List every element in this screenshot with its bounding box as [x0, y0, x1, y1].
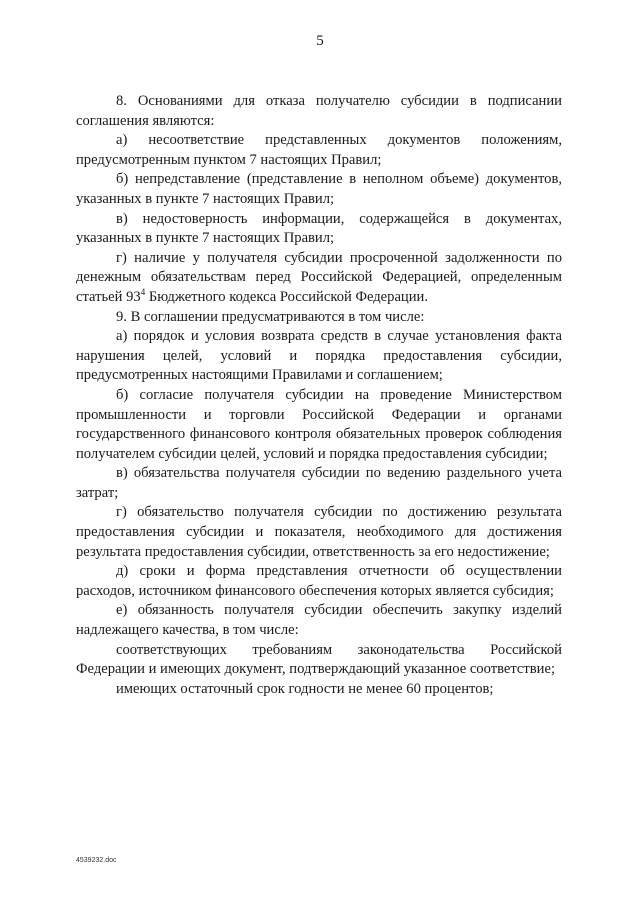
paragraph-8g-tail: Бюджетного кодекса Российской Федерации.	[145, 288, 429, 305]
document-filename: 4539232.doc	[76, 857, 117, 864]
paragraph-9e-item-2: имеющих остаточный срок годности не менее 60 процентов;	[116, 680, 494, 697]
paragraph-8g	[76, 249, 562, 308]
paragraph-8g-text: г) наличие у получателя субсидии просроченной задолженности по денежным обязательствам перед Российской Федерацией, определенным статьей 93	[76, 249, 562, 305]
paragraph-9d: д) сроки и форма представления отчетности об осуществлении расходов, источником финансового обеспечения которых является субсидия;	[76, 563, 562, 599]
paragraph-9e: е) обязанность получателя субсидии обеспечить закупку изделий надлежащего качества, в том числе:	[76, 602, 562, 639]
paragraph-9e-item-1: соответствующих требованиям законодательства Российской Федерации и имеющих документ, подтверждающий указанное соответствие;	[76, 641, 562, 678]
paragraph-9b: б) согласие получателя субсидии на проведение Министерством промышленности и торговли Российской Федерации и органами государственного финансового контроля обязательных проверок соблюдения получателем субсидии целей, условий и порядка предоставления субсидии;	[76, 386, 562, 462]
page-number: 5	[316, 33, 324, 49]
article-superscript: 4	[140, 287, 146, 298]
paragraph-9a: а) порядок и условия возврата средств в случае установления факта нарушения целей, условий и порядка предоставления субсидии, предусмотренных настоящими Правилами и соглашением;	[76, 328, 562, 384]
paragraph-8b: б) непредставление (представление в неполном объеме) документов, указанных в пункте 7 настоящих Правил;	[76, 171, 562, 207]
paragraph-9v: в) обязательства получателя субсидии по ведению раздельного учета затрат;	[76, 465, 562, 501]
document-body	[76, 92, 562, 699]
paragraph-8: 8. Основаниями для отказа получателю субсидии в подписании соглашения являются:	[76, 93, 562, 129]
paragraph-8v: в) недостоверность информации, содержащейся в документах, указанных в пункте 7 настоящих Правил;	[76, 210, 562, 247]
paragraph-9g: г) обязательство получателя субсидии по достижению результата предоставления субсидии и показателя, необходимого для достижения результата предоставления субсидии, ответственность за его недостижение;	[76, 504, 562, 560]
paragraph-9: 9. В соглашении предусматриваются в том числе:	[116, 308, 425, 325]
paragraph-8a: а) несоответствие представленных документов положениям, предусмотренным пунктом 7 настоящих Правил;	[76, 132, 562, 168]
